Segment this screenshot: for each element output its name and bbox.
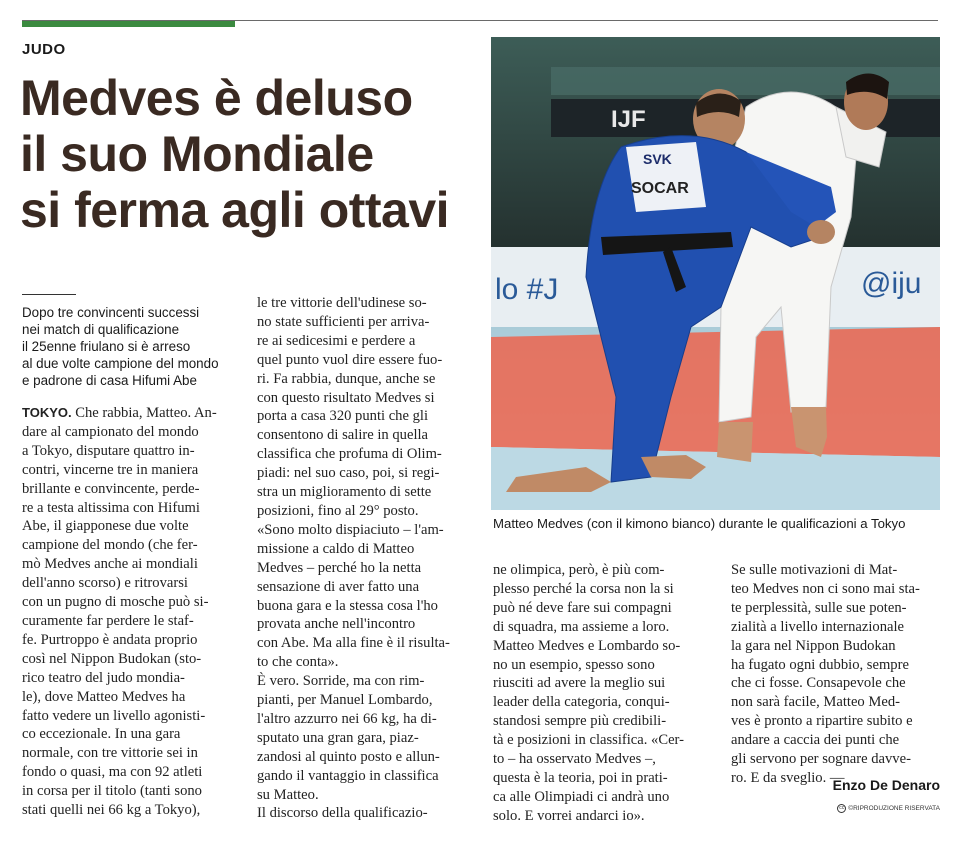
body-line: rico teatro del judo mondia- — [22, 669, 185, 686]
body-line: teo Medves non ci sono mai sta- — [731, 580, 920, 597]
patch-country: SVK — [643, 151, 672, 167]
subhead-line: Dopo tre convincenti successi — [22, 305, 200, 320]
body-line: sputato una gran gara, piaz- — [257, 729, 419, 746]
body-line: stra un miglioramento di sette — [257, 484, 432, 501]
body-line: ves è pronto a ripartire subito e — [731, 713, 913, 730]
body-line: ri. Fa rabbia, dunque, anche se — [257, 370, 436, 387]
headline-line: il suo Mondiale — [20, 126, 374, 182]
body-line: ro. E da sveglio. — — [731, 769, 845, 786]
headline — [20, 70, 485, 238]
body-line: così nel Nippon Budokan (sto- — [22, 650, 202, 667]
body-line: piadi: nel suo caso, poi, si regi- — [257, 465, 440, 482]
headline-line: si ferma agli ottavi — [20, 182, 450, 238]
section-label: JUDO — [22, 41, 66, 58]
body-line: Se sulle motivazioni di Mat- — [731, 562, 898, 578]
dateline: TOKYO. — [22, 405, 72, 420]
article-column-2 — [257, 294, 485, 823]
body-line: con questo risultato Medves si — [257, 389, 435, 406]
body-line: ne olimpica, però, è più com- — [493, 562, 665, 578]
body-line: a Tokyo, disputare quattro in- — [22, 442, 195, 459]
body-line: provata anche nell'incontro — [257, 616, 416, 633]
body-line: le tre vittorie dell'udinese so- — [257, 295, 427, 311]
body-line: Abe, il giapponese due volte — [22, 518, 189, 535]
body-line: missione a caldo di Matteo — [257, 540, 415, 557]
copyright-icon: cc — [839, 805, 845, 811]
body-line: zandosi al quinto posto e allun- — [257, 748, 440, 765]
section-accent-bar — [22, 21, 235, 27]
body-line: fondo o quasi, ma con 92 atleti — [22, 764, 203, 781]
body-line: re ai sedicesimi e perdere a — [257, 332, 416, 349]
body-line: dell'anno scorso) e ritrovarsi — [22, 575, 188, 592]
body-line: normale, con tre vittorie sei in — [22, 745, 198, 762]
article-column-1 — [22, 404, 250, 820]
body-line: pianti, per Manuel Lombardo, — [257, 692, 433, 709]
body-line: dare al campionato del mondo — [22, 423, 199, 440]
body-line: leader della categoria, conqui- — [493, 694, 670, 711]
subhead-line: al due volte campione del mondo — [22, 356, 219, 371]
body-line: buona gara e la stessa cosa l'ho — [257, 597, 438, 614]
body-line: Medves – perché ho la netta — [257, 559, 422, 576]
subhead-line: il 25enne friulano si è arreso — [22, 339, 191, 354]
article-column-4 — [731, 561, 940, 788]
article-column-3 — [493, 561, 712, 826]
banner-text-right: @iju — [861, 267, 922, 300]
body-line: «Sono molto dispiaciuto – l'am- — [257, 521, 444, 538]
body-line: che ci fosse. Consapevole che — [731, 675, 906, 692]
body-line: te perplessità, sulle sue poten- — [731, 599, 907, 616]
body-line: standosi sempre più credibili- — [493, 713, 667, 730]
body-line: to che conta». — [257, 654, 339, 671]
body-line: co eccezionale. In una gara — [22, 726, 181, 743]
body-line: contri, vincerne tre in maniera — [22, 461, 199, 478]
byline: Enzo De Denaro — [832, 777, 940, 793]
body-line: gando il vantaggio in classifica — [257, 767, 439, 784]
body-line: con Abe. Ma alla fine è il risulta- — [257, 635, 450, 652]
body-line: tà e posizioni in classifica. «Cer- — [493, 732, 684, 749]
body-line: È vero. Sorride, ma con rim- — [257, 673, 425, 690]
body-line — [22, 404, 250, 423]
subhead-rule — [22, 294, 76, 295]
body-line: l'altro azzurro nei 66 kg, ha di- — [257, 710, 437, 727]
body-line: fatto vedere un livello agonisti- — [22, 707, 206, 724]
body-line: posizioni, fino al 29° posto. — [257, 502, 419, 519]
body-line: porta a casa 320 punti che gli — [257, 408, 429, 425]
body-line: campione del mondo (che fer- — [22, 537, 198, 554]
body-line: la gara nel Nippon Budokan — [731, 637, 896, 654]
body-line: gli servono per sognare davve- — [731, 751, 911, 768]
body-line: consentono di salire in quella — [257, 427, 429, 444]
body-line: con un pugno di mosche può si- — [22, 594, 209, 611]
body-line: no un esempio, spesso sono — [493, 656, 655, 673]
body-line: solo. E vorrei andarci io». — [493, 807, 645, 824]
body-line: di squadra, ma assieme a loro. — [493, 618, 670, 635]
headline-line: Medves è deluso — [20, 70, 413, 126]
body-line: classifica che profuma di Olim- — [257, 446, 442, 463]
photo-caption: Matteo Medves (con il kimono bianco) durante le qualificazioni a Tokyo — [493, 516, 906, 531]
body-line: le), dove Matteo Medves ha — [22, 688, 186, 705]
body-line: ca alle Olimpiadi ci andrà uno — [493, 788, 670, 805]
body-line: plesso perché la corsa non la si — [493, 580, 674, 597]
body-line: stati quelli nei 66 kg a Tokyo), — [22, 802, 201, 819]
body-line: mò Medves anche ai mondiali — [22, 556, 198, 573]
body-line: zialità a livello internazionale — [731, 618, 905, 635]
banner-text-left: lo #J — [495, 273, 559, 306]
body-line: no state sufficienti per arriva- — [257, 313, 430, 330]
body-line: brillante e convincente, perde- — [22, 480, 200, 497]
subhead-line: e padrone di casa Hifumi Abe — [22, 373, 197, 388]
body-line: to – ha osservato Medves –, — [493, 751, 656, 768]
body-line: su Matteo. — [257, 786, 319, 803]
patch-sponsor: SOCAR — [631, 180, 689, 197]
subhead — [22, 304, 250, 389]
body-line: questa è la teoria, poi in prati- — [493, 769, 668, 786]
body-line: ha fugato ogni dubbio, sempre — [731, 656, 909, 673]
body-line: quel punto vuol dire essere fuo- — [257, 351, 443, 368]
copyright-text: ©RIPRODUZIONE RISERVATA — [848, 805, 940, 813]
body-line: non sarà facile, Matteo Med- — [731, 694, 900, 711]
top-board-text: IJF — [611, 106, 646, 133]
body-line: Il discorso della qualificazio- — [257, 805, 428, 822]
body-line: curamente far perdere le staf- — [22, 612, 194, 629]
body-line: re a testa altissima con Hifumi — [22, 499, 200, 516]
body-line: fe. Purtroppo è andata proprio — [22, 631, 198, 648]
body-line: riusciti ad avere la meglio sui — [493, 675, 666, 692]
article-photo — [491, 37, 940, 510]
copyright-notice — [808, 804, 940, 813]
tatami-red — [491, 327, 940, 457]
body-line-text: Che rabbia, Matteo. An- — [71, 405, 217, 421]
body-line: Matteo Medves e Lombardo so- — [493, 637, 681, 654]
body-line: in corsa per il titolo (tanti sono — [22, 783, 202, 800]
body-line: può né deve fare sui compagni — [493, 599, 672, 616]
body-line: andare a caccia dei punti che — [731, 732, 900, 749]
body-line: sensazione di aver fatto una — [257, 578, 420, 595]
subhead-line: nei match di qualificazione — [22, 322, 180, 337]
